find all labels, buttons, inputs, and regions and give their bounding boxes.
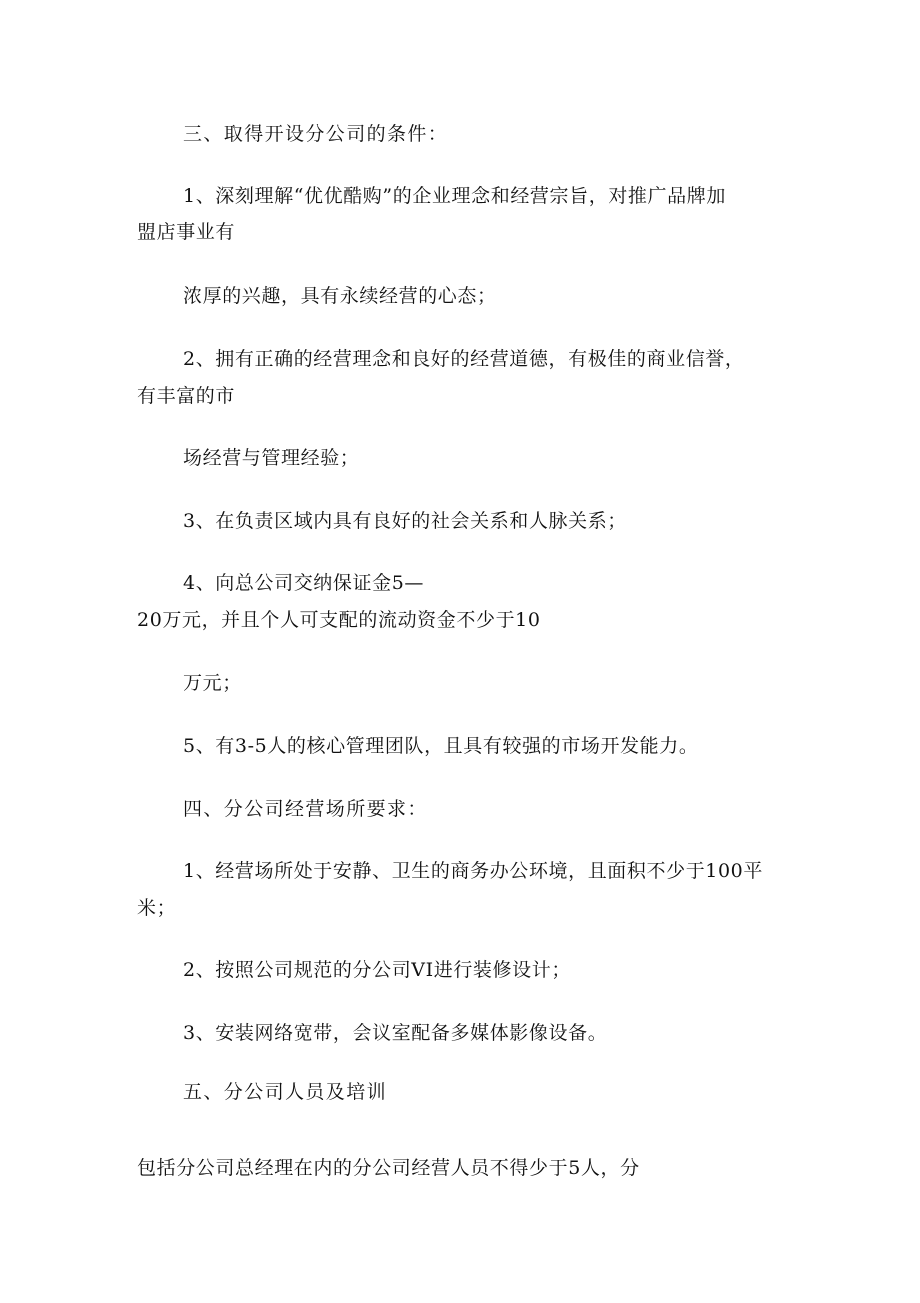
paragraph-line: 3、安装网络宽带，会议室配备多媒体影像设备。 — [183, 1022, 608, 1044]
paragraph-line: 场经营与管理经验； — [183, 447, 360, 469]
paragraph-line: 2、拥有正确的经营理念和良好的经营道德，有极佳的商业信誉， — [183, 348, 745, 370]
paragraph-line: 2、按照公司规范的分公司VI进行装修设计； — [183, 959, 571, 981]
section-heading-premises: 四、分公司经营场所要求： — [183, 798, 428, 820]
section-heading-staff-training: 五、分公司人员及培训 — [183, 1081, 388, 1103]
paragraph-line: 5、有3-5人的核心管理团队，且具有较强的市场开发能力。 — [183, 735, 699, 757]
paragraph-line: 1、深刻理解“优优酷购”的企业理念和经营宗旨，对推广品牌加 — [183, 185, 726, 207]
paragraph-line: 1、经营场所处于安静、卫生的商务办公环境，且面积不少于100平 — [183, 860, 763, 882]
paragraph-line: 20万元，并且个人可支配的流动资金不少于10 — [137, 609, 541, 631]
paragraph-line: 米； — [137, 897, 177, 919]
paragraph-line: 万元； — [183, 672, 242, 694]
section-heading-conditions: 三、取得开设分公司的条件： — [183, 123, 449, 145]
paragraph-line: 有丰富的市 — [137, 385, 236, 407]
paragraph-line: 浓厚的兴趣，具有永续经营的心态； — [183, 285, 497, 307]
paragraph-line: 3、在负责区域内具有良好的社会关系和人脉关系； — [183, 510, 627, 532]
paragraph-line: 盟店事业有 — [137, 221, 236, 243]
paragraph-line: 4、向总公司交纳保证金5— — [183, 572, 424, 594]
paragraph-line: 包括分公司总经理在内的分公司经营人员不得少于5人，分 — [137, 1157, 640, 1179]
